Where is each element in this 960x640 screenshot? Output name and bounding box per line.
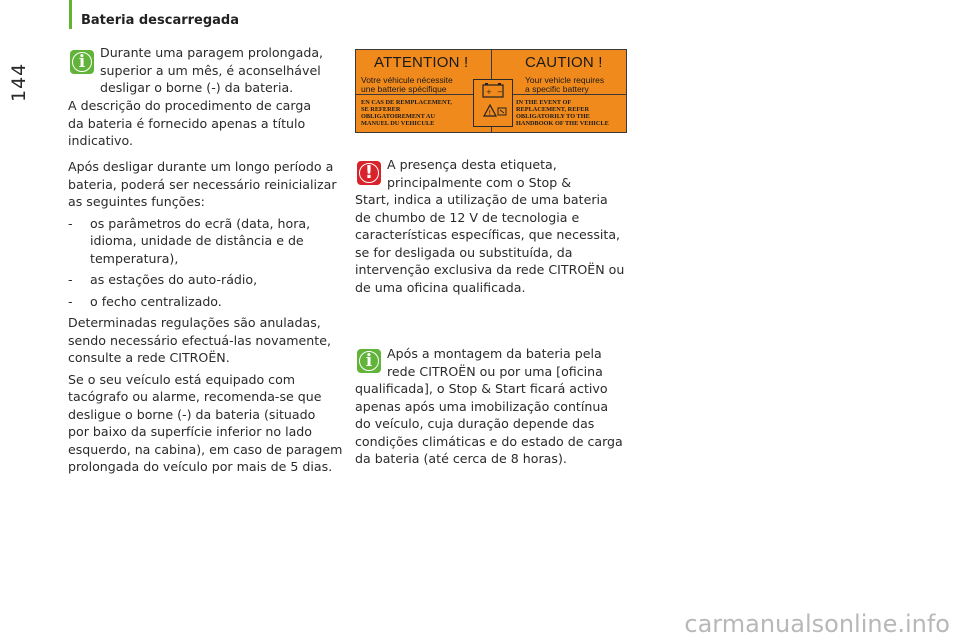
line: da bateria é fornecido apenas a título [68, 115, 306, 131]
line: as estações do auto-rádio, [90, 272, 258, 287]
battery-warning-icon [474, 80, 512, 126]
line: superior a um mês, é aconselhável [100, 62, 321, 78]
line: Após desligar durante um longo período a [68, 159, 334, 174]
info-note-right [355, 345, 623, 468]
line: A descrição do procedimento de carga [68, 98, 312, 113]
info-icon: i [70, 50, 94, 74]
line: rede CITROËN ou por uma [oficina [387, 363, 603, 379]
svg-text:+: + [486, 88, 492, 96]
line: bateria, poderá ser necessário reinicializar [68, 176, 337, 192]
info-note-left [100, 44, 323, 97]
paragraph-settings-reset [68, 314, 342, 367]
list-item: - o fecho centralizado. [68, 293, 342, 311]
warning-note [355, 156, 624, 296]
line: se for desligada ou substituída, da [355, 244, 573, 260]
line: esquerdo, na cabina), em caso de paragem [68, 441, 343, 457]
battery-pictogram [473, 79, 513, 127]
line: por baixo da superfície inferior no lado [68, 424, 312, 439]
label-en-sub: Your vehicle requires a specific battery [525, 75, 605, 94]
line: características específicas, que necessita, [355, 227, 621, 242]
label-fr-sub: Votre véhicule nécessite une batterie spécifique [361, 75, 453, 94]
paragraph-reinit [68, 158, 342, 476]
line: apenas após uma imobilização contínua [355, 398, 609, 414]
line: idioma, unidade de distância e de [90, 233, 304, 248]
line: Após a montagem da bateria pela [387, 346, 602, 361]
line: desligue o borne (-) da bateria (situado [68, 406, 316, 422]
warning-icon: ! [357, 161, 381, 185]
list-item: - os parâmetros do ecrã (data, hora, idioma, unidade de distância e de temperatura), [68, 215, 342, 268]
line: Start, indica a utilização de uma bateria [355, 192, 608, 207]
svg-text:−: − [497, 88, 503, 96]
label-fr-title: ATTENTION ! [374, 54, 469, 71]
section-title: Bateria descarregada [81, 13, 240, 28]
svg-text:!: ! [488, 109, 492, 117]
line: os parâmetros do ecrã (data, hora, [90, 215, 311, 231]
line: prolongada do veículo por mais de 5 dias. [68, 459, 333, 474]
info-icon: i [357, 349, 381, 373]
line: as seguintes funções: [68, 194, 205, 209]
line: temperatura), [90, 250, 179, 266]
section-accent-bar [69, 0, 72, 29]
line: principalmente com o Stop & [387, 174, 572, 190]
line: qualificada], o Stop & Start ficará activo [355, 381, 608, 396]
line: indicativo. [68, 133, 133, 148]
line: de chumbo de 12 V de tecnologia e [355, 209, 580, 225]
page-number: 144 [8, 62, 30, 102]
line: intervenção exclusiva da rede CITROËN ou [355, 262, 625, 277]
label-en-title: CAUTION ! [525, 54, 603, 71]
line: Durante uma paragem prolongada, [100, 45, 324, 60]
line: desligar o borne (-) da bateria. [100, 80, 294, 95]
line: da bateria (até cerca de 8 horas). [355, 451, 567, 466]
line: Se o seu veículo está equipado com [68, 371, 296, 387]
line: A presença desta etiqueta, [387, 157, 557, 172]
paragraph-tachograph [68, 371, 342, 476]
line: condições climáticas e do estado de carga [355, 433, 623, 449]
line: de uma oficina qualificada. [355, 279, 526, 295]
battery-warning-label [355, 49, 627, 133]
label-en-small: IN THE EVENT OF REPLACEMENT, REFER OBLIGATORILY TO THE HANDBOOK OF THE VEHICLE [516, 99, 609, 127]
line: consulte a rede CITROËN. [68, 350, 230, 365]
watermark: carmanualsonline.info [684, 610, 950, 638]
line: tacógrafo ou alarme, recomenda-se que [68, 389, 322, 404]
line: do veículo, cuja duração depende das [355, 416, 595, 431]
label-fr-small: EN CAS DE REMPLACEMENT, SE REFERER OBLIGATOIREMENT AU MANUEL DU VEHICULE [361, 99, 452, 127]
list-item: - as estações do auto-rádio, [68, 271, 342, 289]
line: sendo necessário efectuá-las novamente, [68, 332, 331, 348]
line: Determinadas regulações são anuladas, [68, 315, 321, 330]
paragraph-charge-procedure [68, 97, 311, 150]
line: o fecho centralizado. [90, 293, 222, 309]
